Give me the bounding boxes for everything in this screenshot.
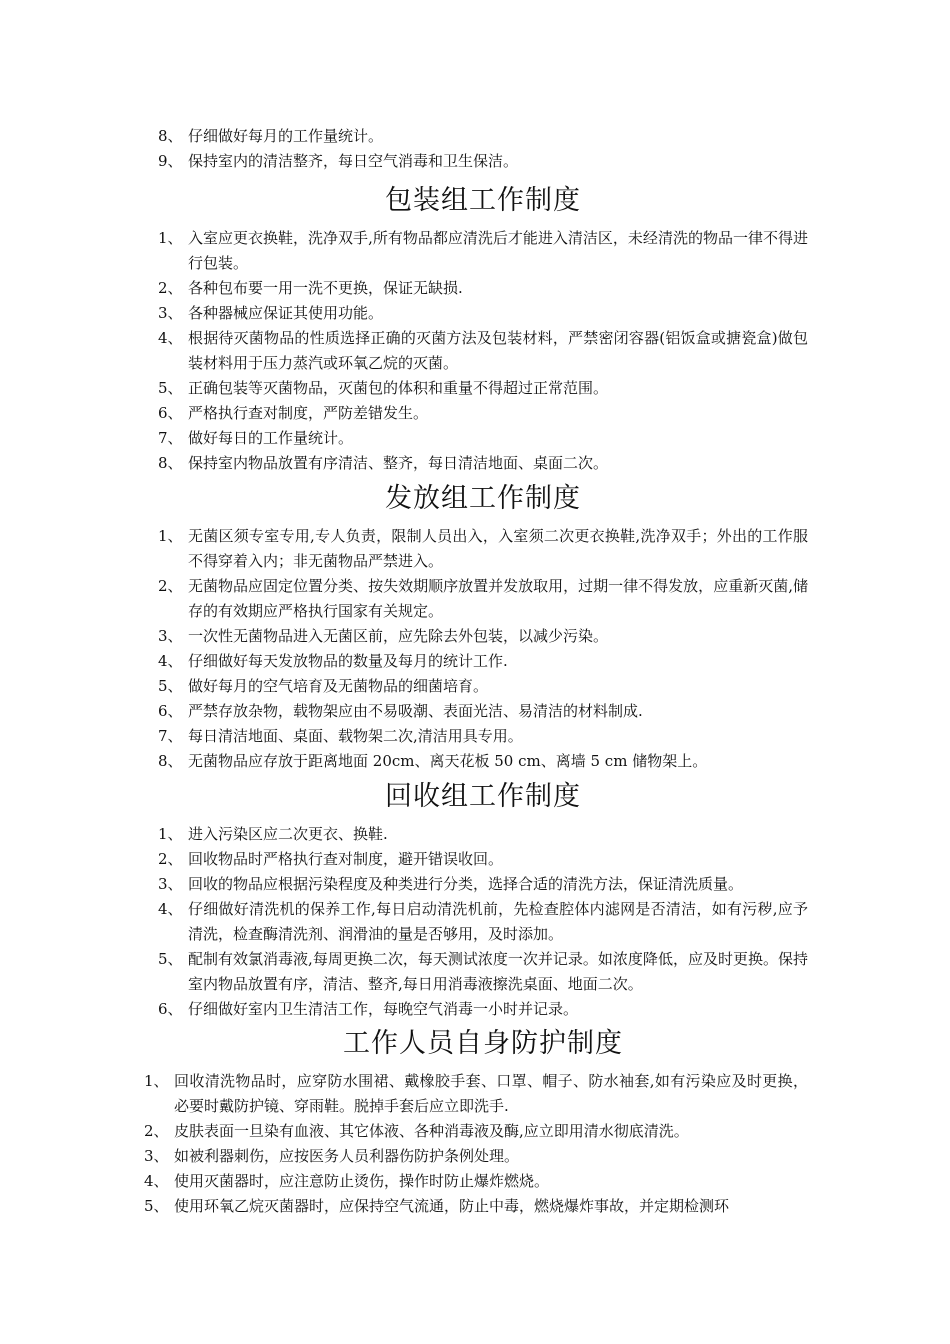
item-text: 配制有效氯消毒液,每周更换二次，每天测试浓度一次并记录。如浓度降低，应及时更换。保持室内物品放置有序，清洁、整齐,每日用消毒液擦洗桌面、地面二次。 xyxy=(188,950,808,993)
list-item xyxy=(158,401,808,426)
list-item xyxy=(158,624,808,649)
list-item xyxy=(158,524,808,574)
list-item xyxy=(158,124,808,149)
item-text: 仔细做好每月的工作量统计。 xyxy=(188,127,384,145)
list-item xyxy=(158,724,808,749)
item-number: 1、 xyxy=(158,825,183,843)
item-number: 3、 xyxy=(158,304,183,322)
section-distribution xyxy=(158,482,808,774)
item-text: 仔细做好清洗机的保养工作,每日启动清洗机前，先检查腔体内滤网是否清洁，如有污秽,应予清洗，检查酶清洗剂、润滑油的量是否够用，及时添加。 xyxy=(188,900,808,943)
item-text: 根据待灭菌物品的性质选择正确的灭菌方法及包装材料，严禁密闭容器(铝饭盒或搪瓷盒)做包装材料用于压力蒸汽或环氧乙烷的灭菌。 xyxy=(188,329,808,372)
item-text: 进入污染区应二次更衣、换鞋. xyxy=(188,825,388,843)
item-text: 做好每日的工作量统计。 xyxy=(188,429,354,447)
item-number: 8、 xyxy=(158,752,183,770)
item-text: 回收物品时严格执行查对制度，避开错误收回。 xyxy=(188,850,504,868)
item-text: 各种器械应保证其使用功能。 xyxy=(188,304,384,322)
item-number: 5、 xyxy=(158,379,183,397)
item-number: 6、 xyxy=(158,702,183,720)
item-number: 2、 xyxy=(158,577,183,595)
item-number: 6、 xyxy=(158,1000,183,1018)
item-number: 9、 xyxy=(158,152,183,170)
item-text: 保持室内的清洁整齐，每日空气消毒和卫生保洁。 xyxy=(188,152,519,170)
rule-list xyxy=(158,226,808,476)
list-item xyxy=(158,574,808,624)
section-title: 发放组工作制度 xyxy=(385,483,581,514)
item-text: 正确包装等灭菌物品，灭菌包的体积和重量不得超过正常范围。 xyxy=(188,379,609,397)
list-item xyxy=(158,226,808,276)
item-number: 2、 xyxy=(158,850,183,868)
item-text: 各种包布要一用一洗不更换，保证无缺损. xyxy=(188,279,463,297)
item-text: 严禁存放杂物，载物架应由不易吸潮、表面光洁、易清洁的材料制成. xyxy=(188,702,643,720)
item-number: 7、 xyxy=(158,429,183,447)
item-text: 一次性无菌物品进入无菌区前，应先除去外包装，以减少污染。 xyxy=(188,627,609,645)
list-item xyxy=(144,1169,808,1194)
list-item xyxy=(158,149,808,174)
list-item xyxy=(144,1144,808,1169)
item-number: 5、 xyxy=(158,950,183,968)
item-text: 严格执行查对制度，严防差错发生。 xyxy=(188,404,429,422)
list-item xyxy=(158,947,808,997)
item-text: 保持室内物品放置有序清洁、整齐，每日清洁地面、桌面二次。 xyxy=(188,454,609,472)
list-item xyxy=(158,376,808,401)
section-title: 工作人员自身防护制度 xyxy=(343,1028,623,1059)
item-text: 回收清洗物品时，应穿防水围裙、戴橡胶手套、口罩、帽子、防水袖套,如有污染应及时更换，必要时戴防护镜、穿雨鞋。脱掉手套后应立即洗手. xyxy=(174,1072,808,1115)
item-text: 无菌区须专室专用,专人负责，限制人员出入，入室须二次更衣换鞋,洗净双手；外出的工作服不得穿着入内；非无菌物品严禁进入。 xyxy=(188,527,808,570)
item-text: 使用环氧乙烷灭菌器时，应保持空气流通，防止中毒，燃烧爆炸事故，并定期检测环 xyxy=(174,1197,730,1215)
item-text: 皮肤表面一旦染有血液、其它体液、各种消毒液及酶,应立即用清水彻底清洗。 xyxy=(174,1122,689,1140)
item-text: 无菌物品应存放于距离地面 20cm、离天花板 50 cm、离墙 5 cm 储物架上。 xyxy=(188,752,708,770)
item-number: 3、 xyxy=(158,875,183,893)
item-number: 7、 xyxy=(158,727,183,745)
item-number: 5、 xyxy=(158,677,183,695)
rule-list xyxy=(158,822,808,1022)
item-number: 2、 xyxy=(144,1122,169,1140)
list-item xyxy=(158,276,808,301)
item-text: 使用灭菌器时，应注意防止烫伤，操作时防止爆炸燃烧。 xyxy=(174,1172,550,1190)
item-number: 4、 xyxy=(158,652,183,670)
item-number: 1、 xyxy=(158,229,183,247)
item-text: 仔细做好每天发放物品的数量及每月的统计工作. xyxy=(188,652,508,670)
section-packaging xyxy=(158,184,808,476)
list-item xyxy=(158,674,808,699)
item-number: 6、 xyxy=(158,404,183,422)
item-text: 每日清洁地面、桌面、载物架二次,清洁用具专用。 xyxy=(188,727,523,745)
item-text: 无菌物品应固定位置分类、按失效期顺序放置并发放取用，过期一律不得发放，应重新灭菌,储存的有效期应严格执行国家有关规定。 xyxy=(188,577,808,620)
item-text: 如被利器刺伤，应按医务人员利器伤防护条例处理。 xyxy=(174,1147,520,1165)
item-number: 4、 xyxy=(144,1172,169,1190)
item-number: 8、 xyxy=(158,454,183,472)
section-title: 包装组工作制度 xyxy=(385,185,581,216)
item-number: 1、 xyxy=(144,1072,169,1090)
item-text: 回收的物品应根据污染程度及种类进行分类，选择合适的清洗方法，保证清洗质量。 xyxy=(188,875,744,893)
item-number: 8、 xyxy=(158,127,183,145)
item-number: 4、 xyxy=(158,900,183,918)
item-number: 2、 xyxy=(158,279,183,297)
item-number: 5、 xyxy=(144,1197,169,1215)
list-item xyxy=(144,1119,808,1144)
item-number: 1、 xyxy=(158,527,183,545)
list-item xyxy=(158,872,808,897)
list-item xyxy=(158,301,808,326)
rule-list xyxy=(158,524,808,774)
list-item xyxy=(144,1069,808,1119)
item-text: 做好每月的空气培育及无菌物品的细菌培育。 xyxy=(188,677,489,695)
section-staff-protection xyxy=(144,1027,808,1219)
section-recycling xyxy=(158,780,808,1022)
item-text: 仔细做好室内卫生清洁工作，每晚空气消毒一小时并记录。 xyxy=(188,1000,579,1018)
list-item xyxy=(158,451,808,476)
list-item xyxy=(144,1194,808,1219)
list-item xyxy=(158,426,808,451)
item-text: 入室应更衣换鞋，洗净双手,所有物品都应清洗后才能进入清洁区，未经清洗的物品一律不得进行包装。 xyxy=(188,229,808,272)
list-item xyxy=(158,822,808,847)
list-item xyxy=(158,649,808,674)
list-item xyxy=(158,699,808,724)
continued-list xyxy=(158,124,808,174)
list-item xyxy=(158,749,808,774)
rule-list xyxy=(144,1069,808,1219)
item-number: 4、 xyxy=(158,329,183,347)
item-number: 3、 xyxy=(144,1147,169,1165)
list-item xyxy=(158,847,808,872)
list-item xyxy=(158,326,808,376)
item-number: 3、 xyxy=(158,627,183,645)
list-item xyxy=(158,897,808,947)
section-title: 回收组工作制度 xyxy=(385,781,581,812)
list-item xyxy=(158,997,808,1022)
